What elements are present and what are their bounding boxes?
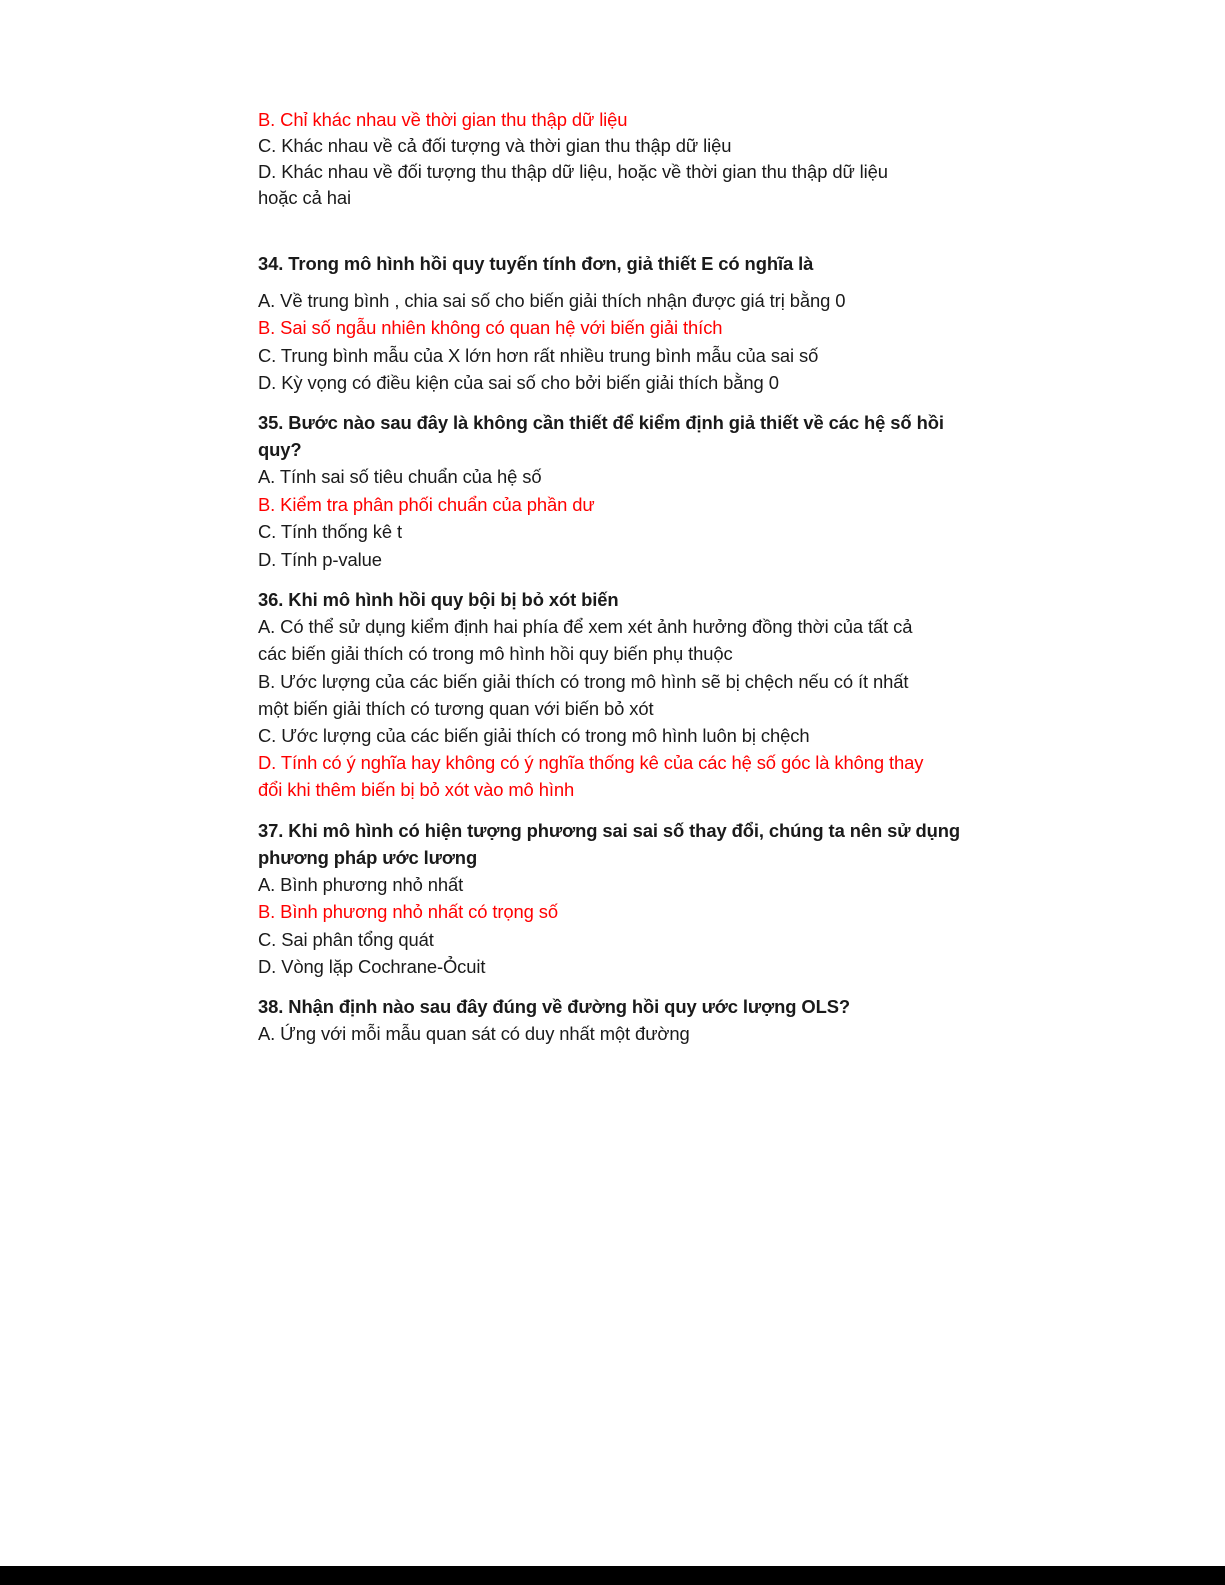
q35-question-line2: quy? xyxy=(258,439,302,460)
q37-option-d: D. Vòng lặp Cochrane-Ỏcuit xyxy=(258,956,486,977)
q35-option-a: A. Tính sai số tiêu chuẩn của hệ số xyxy=(258,466,542,487)
q34-option-c: C. Trung bình mẫu của X lớn hơn rất nhiều trung bình mẫu của sai số xyxy=(258,345,819,366)
q34-question: 34. Trong mô hình hồi quy tuyến tính đơn, giả thiết E có nghĩa là xyxy=(258,253,814,274)
q37-option-c: C. Sai phân tổng quát xyxy=(258,929,434,950)
q36-option-b-line2: một biến giải thích có tương quan với biến bỏ xót xyxy=(258,698,654,719)
q36-option-d-line2: đổi khi thêm biến bị bỏ xót vào mô hình xyxy=(258,779,575,800)
bottom-bar xyxy=(0,1566,1225,1585)
q34-option-d: D. Kỳ vọng có điều kiện của sai số cho bởi biến giải thích bằng 0 xyxy=(258,372,779,393)
q33-option-b: B. Chỉ khác nhau về thời gian thu thập dữ liệu xyxy=(258,109,628,130)
q36-option-c: C. Ước lượng của các biến giải thích có trong mô hình luôn bị chệch xyxy=(258,725,810,746)
q38-option-a: A. Ứng với mỗi mẫu quan sát có duy nhất một đường xyxy=(258,1023,690,1044)
q37-question-line2: phương pháp ước lương xyxy=(258,847,478,868)
q35-question-line1: 35. Bước nào sau đây là không cần thiết để kiểm định giả thiết về các hệ số hồi xyxy=(258,412,944,433)
q36-option-a-line1: A. Có thể sử dụng kiểm định hai phía để xem xét ảnh hưởng đồng thời của tất cả xyxy=(258,616,913,637)
q33-option-d-line1: D. Khác nhau về đối tượng thu thập dữ liệu, hoặc về thời gian thu thập dữ liệu xyxy=(258,161,888,182)
q36-option-b-line1: B. Ước lượng của các biến giải thích có trong mô hình sẽ bị chệch nếu có ít nhất xyxy=(258,671,909,692)
q37-option-b: B. Bình phương nhỏ nhất có trọng số xyxy=(258,901,558,922)
q35-option-d: D. Tính p-value xyxy=(258,549,382,570)
q35-option-b: B. Kiểm tra phân phối chuẩn của phần dư xyxy=(258,494,595,515)
q34-option-b: B. Sai số ngẫu nhiên không có quan hệ với biến giải thích xyxy=(258,317,723,338)
q34-option-a: A. Về trung bình , chia sai số cho biến giải thích nhận được giá trị bằng 0 xyxy=(258,290,846,311)
q36-option-a-line2: các biến giải thích có trong mô hình hồi quy biến phụ thuộc xyxy=(258,643,733,664)
q33-option-c: C. Khác nhau về cả đối tượng và thời gian thu thập dữ liệu xyxy=(258,135,732,156)
q38-question: 38. Nhận định nào sau đây đúng về đường hồi quy ước lượng OLS? xyxy=(258,996,851,1017)
q37-question-line1: 37. Khi mô hình có hiện tượng phương sai sai số thay đổi, chúng ta nên sử dụng xyxy=(258,820,961,841)
q35-option-c: C. Tính thống kê t xyxy=(258,521,403,542)
q37-option-a: A. Bình phương nhỏ nhất xyxy=(258,874,464,895)
q33-option-d-line2: hoặc cả hai xyxy=(258,187,351,208)
q36-option-d-line1: D. Tính có ý nghĩa hay không có ý nghĩa thống kê của các hệ số góc là không thay xyxy=(258,752,924,773)
q36-question: 36. Khi mô hình hồi quy bội bị bỏ xót biến xyxy=(258,589,619,610)
